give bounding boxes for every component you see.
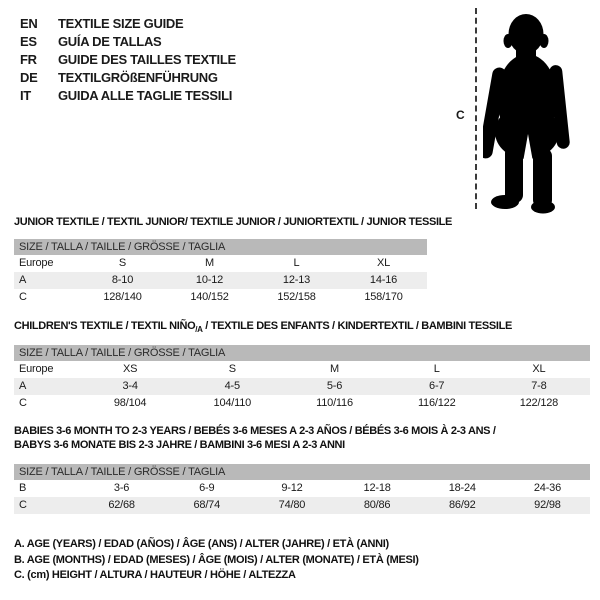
row-label: C xyxy=(19,291,27,303)
lang-title: GUIDE DES TAILLES TEXTILE xyxy=(58,51,236,67)
table-size-header: SIZE / TALLA / TAILLE / GRÖSSE / TAGLIA xyxy=(14,345,590,361)
table-row xyxy=(14,289,427,306)
table-cell: 104/110 xyxy=(213,397,252,409)
table-cell: 6-7 xyxy=(429,380,445,392)
table-cell: M xyxy=(205,257,214,269)
table-cell: S xyxy=(228,363,236,375)
title-text: CHILDREN'S TEXTILE / TEXTIL NIÑO xyxy=(14,320,196,332)
table-cell: M xyxy=(330,363,339,375)
section-title-children xyxy=(14,320,512,334)
table-cell: 9-12 xyxy=(281,482,303,494)
table-size-header: SIZE / TALLA / TAILLE / GRÖSSE / TAGLIA xyxy=(14,464,590,480)
size-table-children xyxy=(14,345,590,412)
table-cell: 152/158 xyxy=(277,291,316,303)
lang-code: IT xyxy=(20,87,31,103)
row-label: A xyxy=(19,380,27,392)
table-cell: 7-8 xyxy=(531,380,547,392)
table-cell: 5-6 xyxy=(326,380,343,392)
lang-code: ES xyxy=(20,33,37,49)
table-cell: 3-6 xyxy=(113,482,130,494)
legend-line-c: C. (cm) HEIGHT / ALTURA / HAUTEUR / HÖHE / ALTEZZA xyxy=(14,569,296,581)
height-dashed-line xyxy=(475,8,477,209)
table-cell: 24-36 xyxy=(533,482,562,494)
lang-code: DE xyxy=(20,69,38,85)
row-label: C xyxy=(19,397,27,409)
table-cell: 98/104 xyxy=(113,397,147,409)
table-cell: 80/86 xyxy=(363,499,391,511)
table-cell: XL xyxy=(532,363,546,375)
section-title-junior: JUNIOR TEXTILE / TEXTIL JUNIOR/ TEXTILE JUNIOR / JUNIORTEXTIL / JUNIOR TESSILE xyxy=(14,216,453,228)
row-label: Europe xyxy=(19,363,54,375)
table-row xyxy=(14,361,590,378)
table-row xyxy=(14,378,590,395)
title-text: / TEXTILE DES ENFANTS / KINDERTEXTIL / BAMBINI TESSILE xyxy=(202,320,512,332)
table-cell: 4-5 xyxy=(224,380,240,392)
table-cell: 128/140 xyxy=(103,291,142,303)
table-cell: L xyxy=(293,257,300,269)
height-measure-figure xyxy=(450,6,600,218)
table-cell: 14-16 xyxy=(369,274,398,286)
table-row xyxy=(14,497,590,514)
table-row xyxy=(14,480,590,497)
title-line-2: BABYS 3-6 MONATE BIS 2-3 JAHRE / BAMBINI 3-6 MESI A 2-3 ANNI xyxy=(14,439,345,451)
size-table-babies xyxy=(14,464,590,514)
table-cell: 12-13 xyxy=(282,274,311,286)
table-size-header: SIZE / TALLA / TAILLE / GRÖSSE / TAGLIA xyxy=(14,239,427,255)
lang-row-en xyxy=(20,14,236,32)
legend-line-b: B. AGE (MONTHS) / EDAD (MESES) / ÂGE (MOIS) / ALTER (MONATE) / ETÀ (MESI) xyxy=(14,553,419,566)
table-row xyxy=(14,255,427,272)
title-subscript: /A xyxy=(195,325,203,335)
lang-title: GUIDA ALLE TAGLIE TESSILI xyxy=(58,87,233,103)
lang-title: GUÍA DE TALLAS xyxy=(58,33,162,49)
legend xyxy=(14,537,419,584)
table-cell: 140/152 xyxy=(190,291,229,303)
title-line-1: BABIES 3-6 MONTH TO 2-3 YEARS / BEBÉS 3-6 MESES A 2-3 AÑOS / BÉBÉS 3-6 MOIS À 2-3 ANS / xyxy=(14,425,496,437)
table-cell: 10-12 xyxy=(195,274,224,286)
lang-row-es xyxy=(20,32,236,50)
table-cell: 62/68 xyxy=(108,499,135,511)
lang-row-it xyxy=(20,86,236,104)
table-cell: 6-9 xyxy=(199,482,215,494)
table-cell: 86/92 xyxy=(449,499,476,511)
table-cell: 18-24 xyxy=(448,482,476,494)
language-header xyxy=(20,14,236,104)
table-cell: L xyxy=(433,363,440,375)
table-cell: XL xyxy=(376,257,391,269)
table-cell: XS xyxy=(122,363,138,375)
table-cell: 3-4 xyxy=(122,380,138,392)
table-cell: 12-18 xyxy=(363,482,391,494)
lang-code: FR xyxy=(20,51,37,67)
table-row xyxy=(14,272,427,289)
table-cell: 74/80 xyxy=(278,499,306,511)
row-label: C xyxy=(19,499,27,511)
table-row xyxy=(14,395,590,412)
height-measure-label: C xyxy=(456,108,465,122)
lang-title: TEXTILGRÖßENFÜHRUNG xyxy=(58,69,218,85)
legend-line-a: A. AGE (YEARS) / EDAD (AÑOS) / ÂGE (ANS) / ALTER (JAHRE) / ETÀ (ANNI) xyxy=(14,538,389,550)
lang-row-fr xyxy=(20,50,236,68)
section-title-babies xyxy=(14,424,496,452)
table-cell: 110/116 xyxy=(316,397,353,409)
lang-title: TEXTILE SIZE GUIDE xyxy=(58,15,184,31)
table-cell: 68/74 xyxy=(193,499,221,511)
size-table-junior xyxy=(14,239,427,306)
table-cell: 116/122 xyxy=(417,397,456,409)
table-cell: 8-10 xyxy=(111,274,134,286)
toddler-silhouette-icon xyxy=(483,10,578,214)
lang-row-de xyxy=(20,68,236,86)
table-cell: 92/98 xyxy=(534,499,561,511)
lang-code: EN xyxy=(20,15,38,31)
table-cell: 158/170 xyxy=(364,291,403,303)
row-label: A xyxy=(19,274,27,286)
row-label: Europe xyxy=(19,257,54,269)
table-cell: S xyxy=(118,257,127,269)
row-label: B xyxy=(19,482,27,494)
table-cell: 122/128 xyxy=(519,397,559,409)
